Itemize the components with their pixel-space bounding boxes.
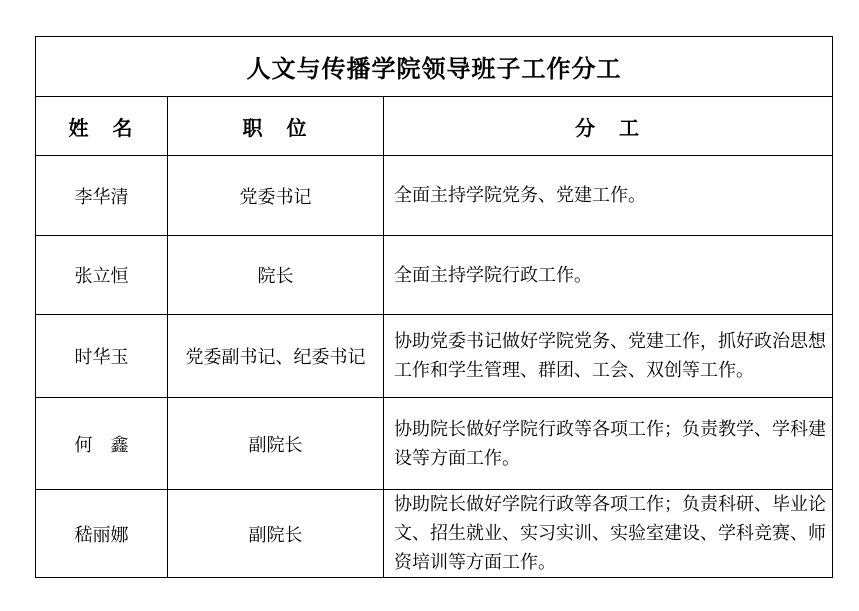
table-row xyxy=(36,490,833,578)
title-row xyxy=(36,37,833,97)
table-row xyxy=(36,156,833,236)
row-duty: 协助院长做好学院行政等各项工作；负责科研、毕业论文、招生就业、实习实训、实验室建设、学科竞赛、师资培训等方面工作。 xyxy=(384,490,833,578)
header-row xyxy=(36,97,833,156)
row-name: 时华玉 xyxy=(36,315,168,398)
table-row xyxy=(36,398,833,490)
row-duty: 全面主持学院党务、党建工作。 xyxy=(384,156,833,236)
row-position: 党委书记 xyxy=(168,156,384,236)
row-duty: 协助院长做好学院行政等各项工作；负责教学、学科建设等方面工作。 xyxy=(384,398,833,490)
table-title: 人文与传播学院领导班子工作分工 xyxy=(36,37,833,97)
header-name: 姓 名 xyxy=(36,97,168,156)
row-position: 副院长 xyxy=(168,490,384,578)
row-position: 党委副书记、纪委书记 xyxy=(168,315,384,398)
row-duty: 协助党委书记做好学院党务、党建工作，抓好政治思想工作和学生管理、群团、工会、双创等工作。 xyxy=(384,315,833,398)
table-row xyxy=(36,236,833,315)
row-position: 院长 xyxy=(168,236,384,315)
header-position: 职 位 xyxy=(168,97,384,156)
table-row xyxy=(36,315,833,398)
row-name: 何 鑫 xyxy=(36,398,168,490)
leadership-duty-table xyxy=(35,36,833,578)
row-name: 张立恒 xyxy=(36,236,168,315)
header-duty: 分 工 xyxy=(384,97,833,156)
row-name: 李华清 xyxy=(36,156,168,236)
row-position: 副院长 xyxy=(168,398,384,490)
row-duty: 全面主持学院行政工作。 xyxy=(384,236,833,315)
row-name: 嵇丽娜 xyxy=(36,490,168,578)
